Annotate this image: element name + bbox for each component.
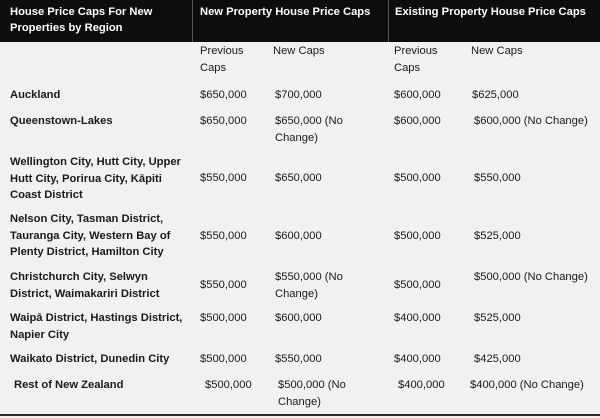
row-existing-previous: $500,000	[394, 230, 441, 242]
row-region: Waikato District, Dunedin City	[10, 353, 170, 365]
subheader-new-previous: Previous Caps	[200, 45, 244, 74]
subheader-new-caps: New Caps	[273, 45, 325, 57]
header-divider	[388, 0, 389, 42]
row-existing-previous: $400,000	[394, 353, 441, 365]
row-new-previous: $500,000	[205, 379, 252, 391]
row-new-previous: $550,000	[200, 279, 247, 291]
row-existing-caps: $525,000	[474, 312, 521, 324]
row-existing-caps: $550,000	[474, 172, 521, 184]
row-existing-caps: $425,000	[474, 353, 521, 365]
row-existing-previous: $600,000	[394, 115, 441, 127]
row-region: Queenstown-Lakes	[10, 115, 113, 127]
table-header	[0, 0, 600, 42]
row-existing-caps: $625,000	[472, 89, 519, 101]
row-new-caps: $650,000	[275, 172, 322, 184]
row-existing-previous: $500,000	[394, 279, 441, 291]
row-region: Wellington City, Hutt City, Upper Hutt City, Porirua City, Kāpiti Coast District	[10, 156, 181, 201]
row-new-previous: $550,000	[200, 172, 247, 184]
row-new-caps: $700,000	[275, 89, 322, 101]
row-existing-previous: $400,000	[394, 312, 441, 324]
row-region: Auckland	[10, 89, 61, 101]
row-existing-previous: $600,000	[394, 89, 441, 101]
row-new-previous: $650,000	[200, 115, 247, 127]
subheader-existing-previous: Previous Caps	[394, 45, 438, 74]
row-existing-caps: $500,000 (No Change)	[474, 271, 588, 283]
header-divider	[192, 0, 193, 42]
header-region: House Price Caps For New Properties by Region	[10, 6, 153, 34]
row-new-previous: $500,000	[200, 353, 247, 365]
header-new-property: New Property House Price Caps	[200, 6, 371, 18]
row-new-caps: $600,000	[275, 312, 322, 324]
table-bottom-border	[0, 414, 600, 416]
subheader-existing-caps: New Caps	[471, 45, 523, 57]
row-region: Nelson City, Tasman District, Tauranga City, Western Bay of Plenty District, Hamilton City	[10, 213, 171, 258]
row-new-caps: $600,000	[275, 230, 322, 242]
row-region: Waipā District, Hastings District, Napier City	[10, 312, 183, 341]
row-new-caps: $500,000 (No Change)	[278, 379, 346, 408]
row-existing-caps: $400,000 (No Change)	[470, 379, 584, 391]
row-new-caps: $550,000 (No Change)	[275, 271, 343, 300]
row-new-previous: $550,000	[200, 230, 247, 242]
row-new-caps: $650,000 (No Change)	[275, 115, 343, 144]
row-region: Rest of New Zealand	[14, 379, 124, 391]
row-region: Christchurch City, Selwyn District, Waimakariri District	[10, 271, 160, 300]
row-new-previous: $500,000	[200, 312, 247, 324]
row-existing-caps: $600,000 (No Change)	[474, 115, 588, 127]
header-existing-property: Existing Property House Price Caps	[395, 6, 586, 18]
row-new-caps: $550,000	[275, 353, 322, 365]
row-new-previous: $650,000	[200, 89, 247, 101]
row-existing-caps: $525,000	[474, 230, 521, 242]
row-existing-previous: $500,000	[394, 172, 441, 184]
row-existing-previous: $400,000	[398, 379, 445, 391]
